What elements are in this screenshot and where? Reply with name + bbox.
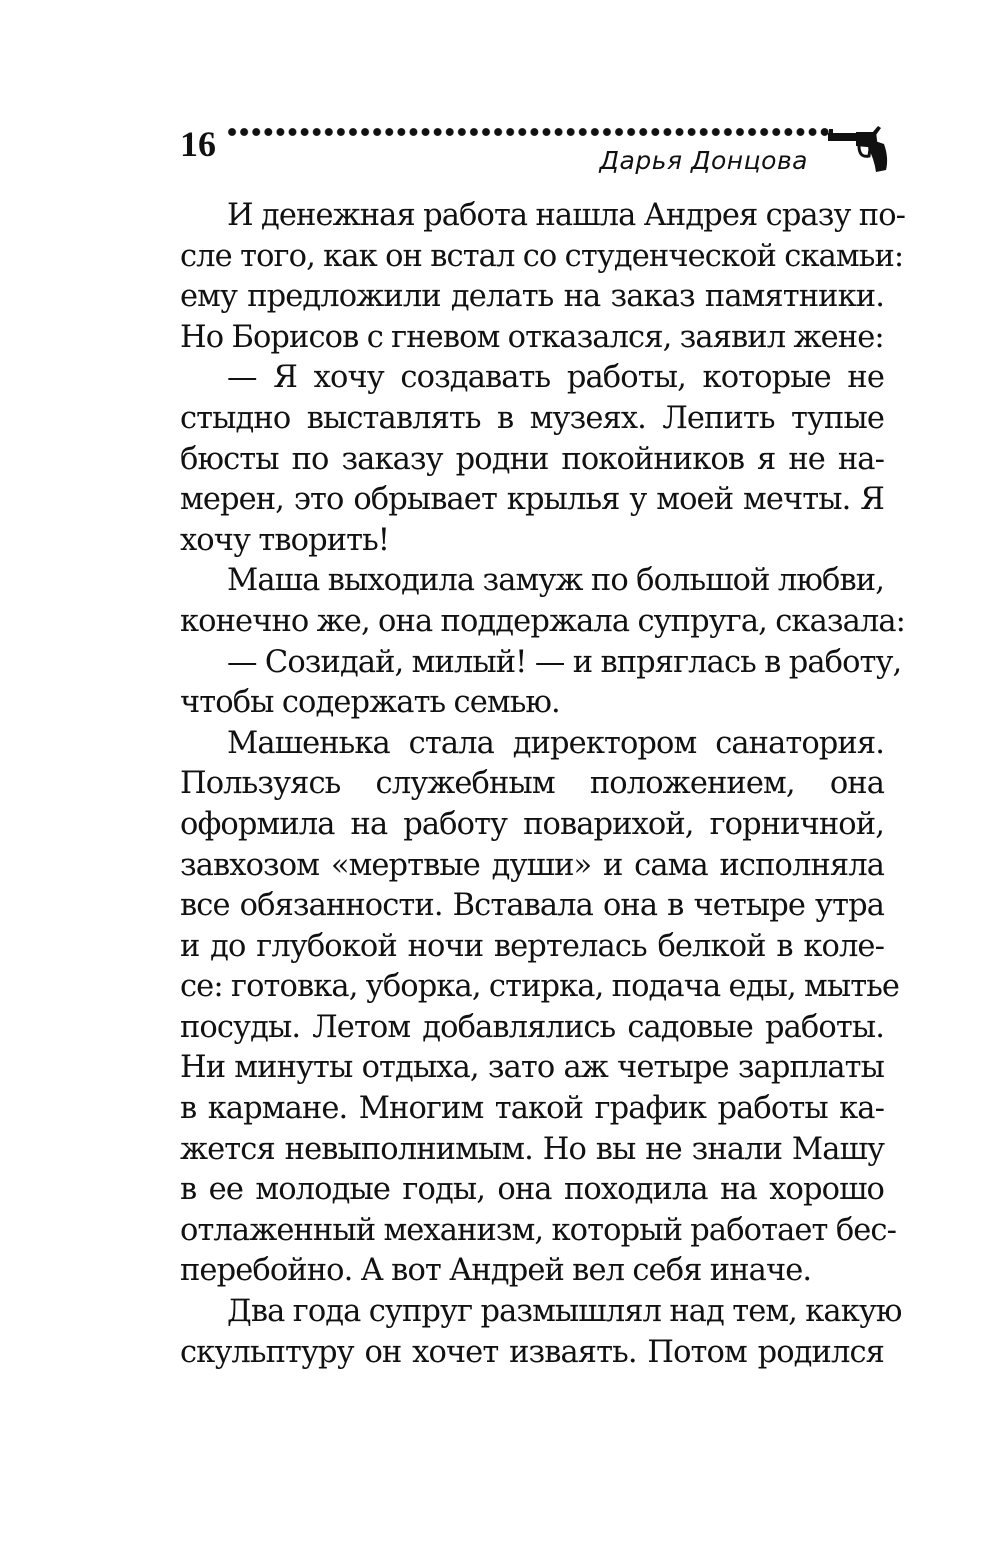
paragraph [180,561,906,642]
paragraph [180,724,900,1292]
page-number: 16 [180,124,216,164]
page-header [0,0,1000,190]
text-line: ему предложили делать на заказ памятники. [180,279,884,315]
text-line: в кармане. Многим такой график работы ка- [180,1091,884,1127]
text-line: хочу творить! [180,522,390,558]
text-line: — Созидай, милый! — и впряглась в работу, [227,644,902,680]
running-head-author: Дарья Донцова [599,146,808,175]
paragraph [180,196,906,358]
paragraph [180,358,884,561]
text-line: перебойно. А вот Андрей вел себя иначе. [180,1253,812,1289]
text-line: жется невыполнимым. Но вы не знали Машу [180,1131,884,1167]
dotted-leader [226,126,830,138]
text-line: Но Борисов с гневом отказался, заявил жене: [180,319,884,355]
text-line: се: готовка, уборка, стирка, подача еды, мытье [180,969,900,1005]
text-line: Машенька стала директором санатория. [227,725,884,761]
text-line: в ее молодые годы, она походила на хорошо [180,1172,884,1208]
book-text [180,196,906,1373]
text-line: Пользуясь служебным положением, она [180,766,884,802]
paragraph [180,1292,902,1373]
text-line: бюсты по заказу родни покойников я не на- [180,441,884,477]
text-line: завхозом «мертвые души» и сама исполняла [180,847,884,883]
text-line: чтобы содержать семью. [180,685,560,721]
text-line: конечно же, она поддержала супруга, сказала: [180,603,906,639]
text-line: все обязанности. Вставала она в четыре утра [180,888,884,924]
text-line: отлаженный механизм, который работает бес- [180,1212,897,1248]
text-line: Ни минуты отдыха, зато аж четыре зарплаты [180,1050,884,1086]
text-line: скульптуру он хочет изваять. Потом родился [180,1334,884,1370]
text-line: посуды. Летом добавлялись садовые работы. [180,1009,884,1045]
text-line: оформила на работу поварихой, горничной, [180,806,884,842]
text-line: стыдно выставлять в музеях. Лепить тупые [180,400,884,436]
text-line: и до глубокой ночи вертелась белкой в коле- [180,928,884,964]
text-line: — Я хочу создавать работы, которые не [227,360,884,396]
text-line: И денежная работа нашла Андрея сразу по- [227,198,906,233]
text-line: Маша выходила замуж по большой любви, [227,563,884,599]
text-line: Два года супруг размышлял над тем, какую [227,1294,902,1330]
revolver-icon [826,124,890,174]
text-line: сле того, как он встал со студенческой скамьи: [180,238,904,274]
paragraph [180,643,902,724]
text-line: мерен, это обрывает крылья у моей мечты. Я [180,482,884,518]
